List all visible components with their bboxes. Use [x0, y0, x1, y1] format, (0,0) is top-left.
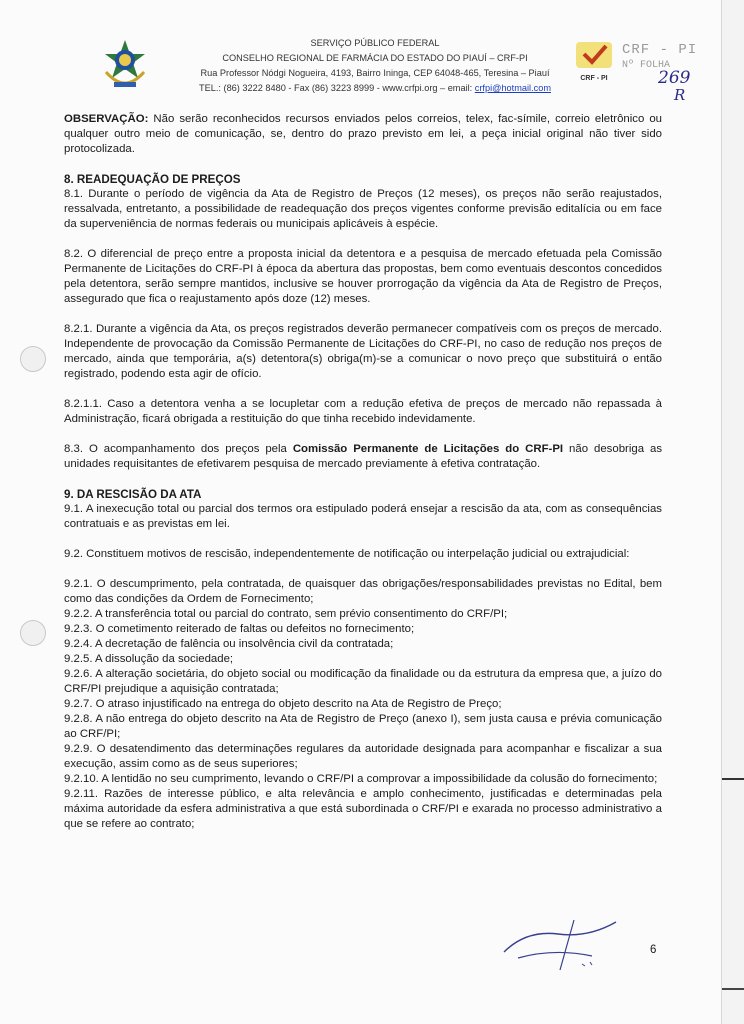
paragraph-8-2-1: 8.2.1. Durante a vigência da Ata, os preços registrados deverão permanecer compatíveis com os preços de mercado. Independente de provocação da Comissão Permanente de Licitações do CRF-PI, no caso de redução nos preços de mercado, ainda que temporária, a(s) detentora(s) obriga(m)-se a comunicar o novo preço que substituirá o então registrado, podendo esta agir de ofício.: [64, 323, 662, 380]
list-item: 9.2.11. Razões de interesse público, e alta relevância e amplo conhecimento, justificadas e determinadas pela máxima autoridade da esfera administrativa a que está subordinada o CRF/PI e exarada no processo administrativo a que se refere ao contrato;: [64, 788, 662, 830]
edge-mark: [722, 988, 744, 990]
header-phone: TEL.: (86) 3222 8480 - Fax (86) 3223 8999 - www.crfpi.org – email:: [199, 83, 475, 93]
page-number: 6: [650, 944, 657, 956]
crf-logo-label: CRF - PI: [580, 75, 608, 82]
stamp-title: CRF - PI: [622, 42, 698, 58]
list-item: 9.2.2. A transferência total ou parcial do contrato, sem prévio consentimento do CRF/PI;: [64, 608, 508, 620]
p83-text: não desobriga as unidades requisitantes de efetivarem pesquisa de mercado previamente à efetiva contratação.: [64, 443, 663, 470]
list-item: 9.2.8. A não entrega do objeto descrito na Ata de Registro de Preço (anexo I), sem justa causa e prévia comunicação ao CRF/PI;: [64, 713, 662, 740]
coat-of-arms-icon: [100, 38, 150, 90]
section-title: 9. DA RESCISÃO DA ATA: [64, 488, 202, 501]
stamp-folha: Nº FOLHA: [622, 60, 671, 71]
letterhead: [100, 36, 698, 104]
document-body: [64, 112, 662, 832]
list-item: 9.2.6. A alteração societária, do objeto social ou modificação da finalidade ou da estrutura da empresa que, a juízo do CRF/PI prejudique a aquisição contratada;: [64, 668, 662, 695]
stamp-number: 269: [658, 68, 691, 88]
header-line: SERVIÇO PÚBLICO FEDERAL: [310, 38, 440, 48]
list-item: 9.2.5. A dissolução da sociedade;: [64, 653, 234, 665]
rescission-list: [64, 577, 662, 832]
header-contact: [160, 81, 590, 96]
p83-text: 8.3. O acompanhamento dos preços pela: [64, 443, 293, 455]
list-item: 9.2.9. O desatendimento das determinações regulares da autoridade designada para acompanhar e fiscalizar a sua execução, assim como as de seus superiores;: [64, 743, 662, 770]
list-item: 9.2.1. O descumprimento, pela contratada, de quaisquer das obrigações/responsabilidades previstas no Edital, bem como das condições da Ordem de Fornecimento;: [64, 578, 662, 605]
observation-paragraph: [64, 112, 662, 157]
edge-mark: [722, 778, 744, 780]
punch-hole: [20, 346, 46, 372]
paragraph-8-3: [64, 442, 662, 472]
crf-logo: [574, 40, 614, 92]
section-title: 8. READEQUAÇÃO DE PREÇOS: [64, 173, 241, 186]
paragraph-8-2-1-1: 8.2.1.1. Caso a detentora venha a se locupletar com a redução efetiva de preços de mercado não repassada à Administração, ficará obrigada a restituição do que tinha recebido indevidamente.: [64, 398, 662, 425]
header-line: CONSELHO REGIONAL DE FARMÁCIA DO ESTADO DO PIAUÍ – CRF-PI: [222, 53, 528, 63]
list-item: 9.2.10. A lentidão no seu cumprimento, levando o CRF/PI a comprovar a impossibilidade da colusão do fornecimento;: [64, 773, 658, 785]
page-edge: [721, 0, 744, 1024]
list-item: 9.2.3. O cometimento reiterado de faltas ou defeitos no fornecimento;: [64, 623, 415, 635]
list-item: 9.2.7. O atraso injustificado na entrega do objeto descrito na Ata de Registro de Preço;: [64, 698, 502, 710]
observation-label: OBSERVAÇÃO:: [64, 113, 149, 125]
stamp-rubric: R: [674, 86, 686, 104]
paragraph-9-2: 9.2. Constituem motivos de rescisão, independentemente de notificação ou interpelação judicial ou extrajudicial:: [64, 548, 630, 560]
list-item: 9.2.4. A decretação de falência ou insolvência civil da contratada;: [64, 638, 394, 650]
signature-icon: [496, 912, 626, 972]
observation-text: Não serão reconhecidos recursos enviados pelos correios, telex, fac-símile, correio eletrônico ou qualquer outro meio de comunicação, se, dentro do prazo previsto em lei, a peça inicial original não tiver sido protocolizada.: [64, 113, 662, 155]
paragraph-8-1: 8.1. Durante o período de vigência da Ata de Registro de Preços (12 meses), os preços não serão reajustados, ressalvada, entretanto, a possibilidade de readequação dos preços vigentes conforme previsão editalícia ou em face da superveniência de normas federais ou municipais aplicáveis à espécie.: [64, 188, 662, 230]
p83-bold: Comissão Permanente de Licitações do CRF-PI: [292, 443, 564, 455]
paragraph-8-2: 8.2. O diferencial de preço entre a proposta inicial da detentora e a pesquisa de mercado efetuada pela Comissão Permanente de Licitações do CRF-PI à época da abertura das propostas, bem como eventuais descontos concedidos pela detentora, serão sempre mantidos, inclusive se houver prorrogação da vigência da Ata de Registro de Preços, assegurado que fica o reajustamento após doze (12) meses.: [64, 248, 662, 305]
punch-hole: [20, 620, 46, 646]
header-address: Rua Professor Nódgi Nogueira, 4193, Bairro Ininga, CEP 64048-465, Teresina – Piauí: [200, 68, 550, 78]
paragraph-9-1: 9.1. A inexecução total ou parcial dos termos ora estipulado poderá ensejar a rescisão da ata, com as consequências contratuais e as previstas em lei.: [64, 503, 662, 530]
crf-logo-icon: [574, 40, 614, 70]
page-stamp: [622, 42, 742, 71]
letterhead-text: [160, 36, 590, 96]
email-link[interactable]: crfpi@hotmail.com: [474, 83, 551, 93]
